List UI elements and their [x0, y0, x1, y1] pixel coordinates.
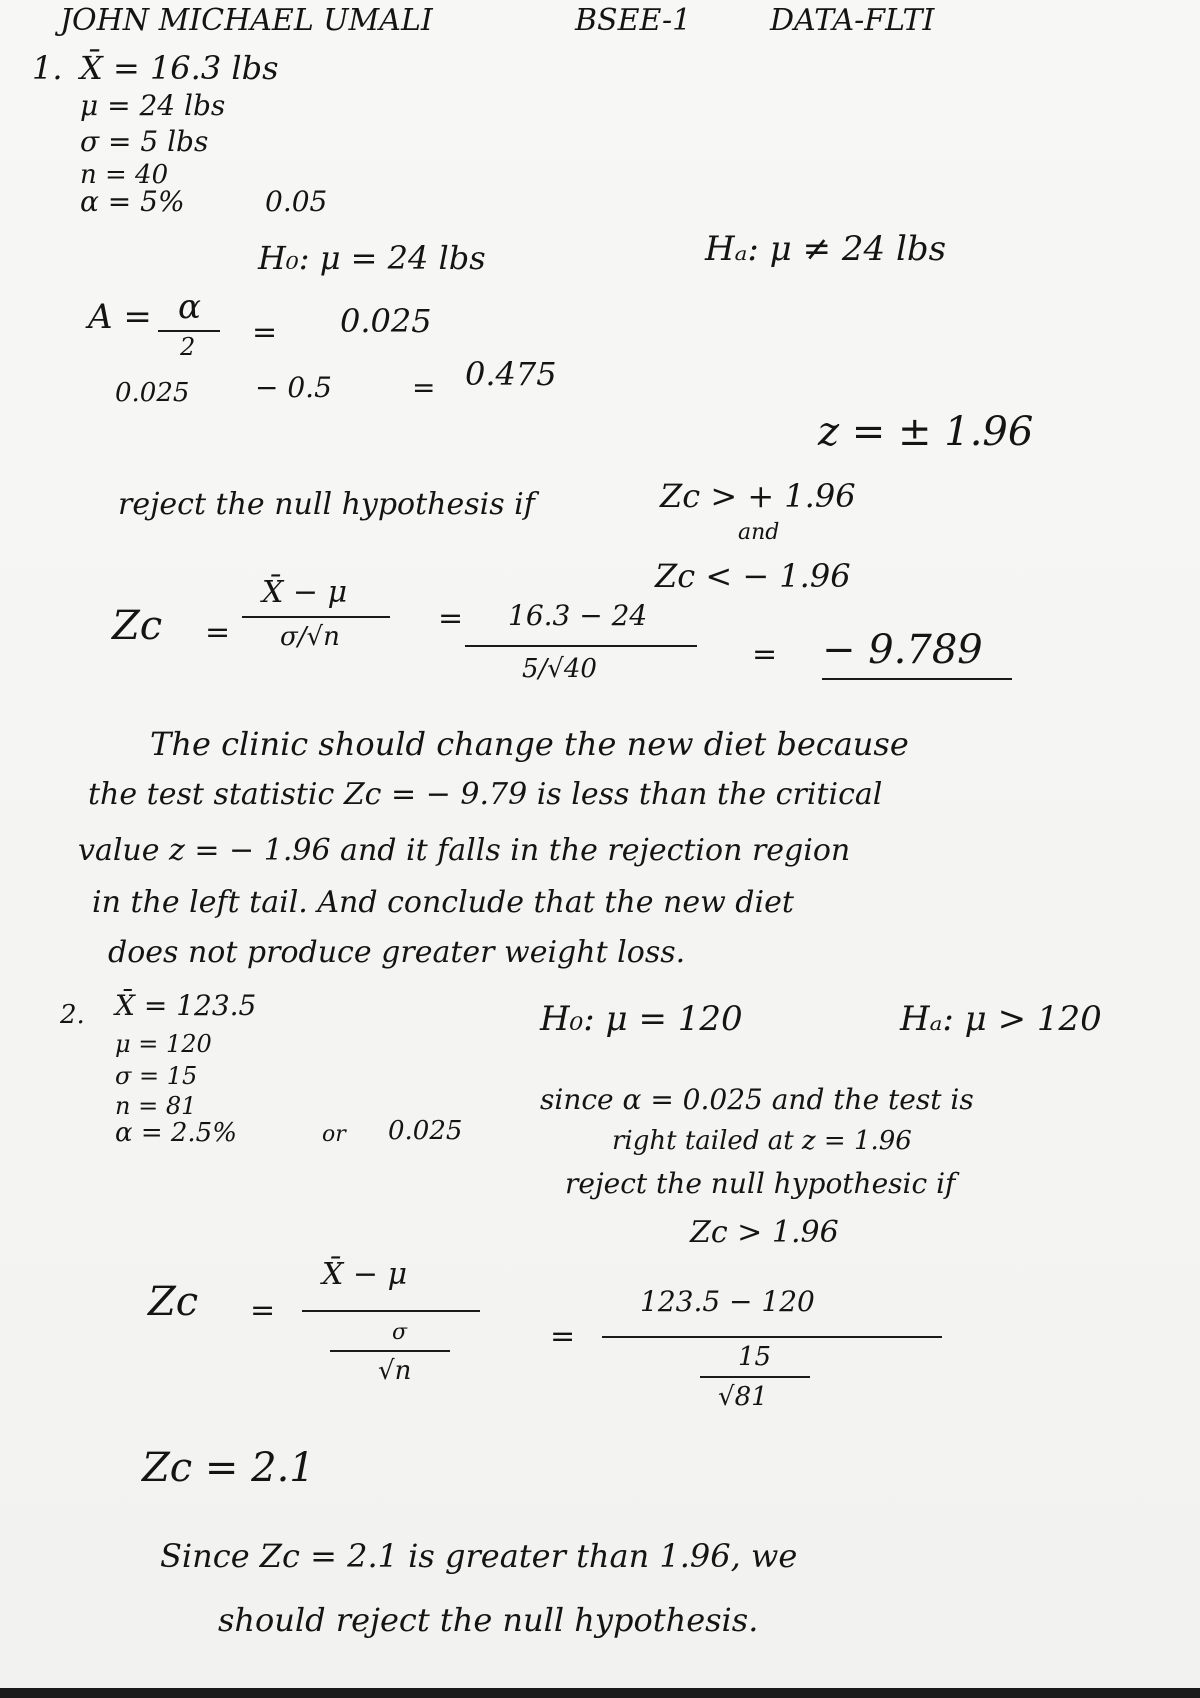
p2-sample-size: n = 81: [115, 1092, 197, 1120]
p2-population-mean: μ = 120: [115, 1030, 212, 1058]
p1-a-denominator: 2: [180, 333, 196, 361]
p2-final-line-1: Since Zc = 2.1 is greater than 1.96, we: [160, 1537, 798, 1575]
p2-alpha: α = 2.5%: [115, 1118, 237, 1148]
p1-step-equals: =: [412, 371, 436, 404]
p1-formula-denominator: σ/√n: [280, 622, 340, 652]
p1-a-numerator: α: [178, 287, 201, 327]
p1-a-value: 0.025: [340, 302, 432, 340]
p1-conclusion-line-3: value z = − 1.96 and it falls in the rejection region: [78, 833, 851, 868]
p1-reject-and: and: [738, 520, 780, 545]
p1-substituted-bar: [465, 645, 697, 647]
p1-reject-condition-2: Zc < − 1.96: [655, 557, 851, 595]
p1-alpha: α = 5%: [80, 185, 185, 218]
p2-alpha-decimal: 0.025: [388, 1116, 463, 1146]
p2-final-line-2: should reject the null hypothesis.: [218, 1601, 759, 1639]
p1-zc-equals-1: =: [205, 615, 231, 650]
p2-alt-hypothesis: Hₐ: μ > 120: [900, 999, 1102, 1039]
p2-formula-inner-bar: [330, 1350, 450, 1352]
p1-sample-size: n = 40: [80, 160, 169, 190]
p2-null-hypothesis: H₀: μ = 120: [540, 999, 743, 1039]
p2-sub-den-top: 15: [738, 1342, 772, 1372]
p1-substituted-numerator: 16.3 − 24: [508, 599, 648, 632]
page-bottom-edge: [0, 1688, 1200, 1698]
subject-label: DATA-FLTI: [770, 3, 935, 38]
p1-zc-label: Zc: [112, 603, 163, 649]
p1-step-result: 0.475: [465, 355, 557, 393]
p2-zc-equals-1: =: [250, 1293, 276, 1328]
p2-formula-den-bottom: √n: [378, 1356, 412, 1386]
p2-sub-den-bottom: √81: [718, 1382, 768, 1412]
p2-formula-den-top: σ: [392, 1320, 408, 1345]
p1-conclusion-line-1: The clinic should change the new diet because: [150, 725, 909, 763]
p1-critical-z: z = ± 1.96: [818, 409, 1034, 455]
p2-zc-equals-2: =: [550, 1319, 576, 1354]
p1-substituted-denominator: 5/√40: [522, 654, 597, 684]
p1-population-mean: μ = 24 lbs: [80, 89, 226, 122]
p2-formula-numerator: X̄ − μ: [322, 1257, 408, 1292]
p1-sample-mean: X̄ = 16.3 lbs: [80, 49, 279, 87]
p1-a-equals: =: [252, 315, 278, 350]
p1-conclusion-line-5: does not produce greater weight loss.: [108, 935, 686, 970]
problem-1-number: 1.: [32, 49, 63, 87]
p1-result-underline: [822, 678, 1012, 680]
p1-zc-result: − 9.789: [822, 627, 983, 673]
p1-formula-numerator: X̄ − μ: [262, 575, 348, 610]
p1-std-dev: σ = 5 lbs: [80, 125, 209, 158]
p1-step-minus: − 0.5: [255, 371, 332, 404]
p2-substituted-bar: [602, 1336, 942, 1338]
p2-since-line-3: reject the null hypothesic if: [565, 1167, 956, 1200]
p1-reject-condition-1: Zc > + 1.96: [660, 477, 856, 515]
p1-a-lhs: A =: [88, 297, 152, 337]
p1-step-a: 0.025: [115, 378, 190, 408]
p2-std-dev: σ = 15: [115, 1062, 198, 1090]
p2-since-line-1: since α = 0.025 and the test is: [540, 1083, 974, 1116]
student-name: JOHN MICHAEL UMALI: [60, 3, 433, 38]
p2-alpha-or: or: [322, 1122, 346, 1147]
problem-2-number: 2.: [60, 1000, 85, 1030]
p2-since-line-2: right tailed at z = 1.96: [612, 1126, 912, 1156]
p2-substituted-numerator: 123.5 − 120: [640, 1285, 815, 1318]
p2-sub-inner-bar: [700, 1376, 810, 1378]
p1-null-hypothesis: H₀: μ = 24 lbs: [258, 239, 486, 277]
p1-conclusion-line-2: the test statistic Zc = − 9.79 is less than the critical: [88, 777, 883, 812]
p1-alpha-decimal: 0.05: [265, 185, 328, 218]
p1-a-fraction-bar: [158, 330, 220, 332]
p1-reject-rule: reject the null hypothesis if: [118, 487, 535, 522]
p2-sample-mean: X̄ = 123.5: [115, 989, 257, 1022]
p1-alt-hypothesis: Hₐ: μ ≠ 24 lbs: [705, 229, 947, 269]
p2-zc-label: Zc: [148, 1279, 199, 1325]
p2-formula-bar: [302, 1310, 480, 1312]
p1-zc-equals-3: =: [752, 637, 778, 672]
p2-since-line-4: Zc > 1.96: [690, 1215, 839, 1250]
p2-zc-final: Zc = 2.1: [142, 1445, 315, 1491]
p1-formula-bar: [242, 616, 390, 618]
p1-zc-equals-2: =: [438, 601, 464, 636]
p1-conclusion-line-4: in the left tail. And conclude that the new diet: [92, 885, 794, 920]
section-label: BSEE-1: [575, 3, 692, 38]
